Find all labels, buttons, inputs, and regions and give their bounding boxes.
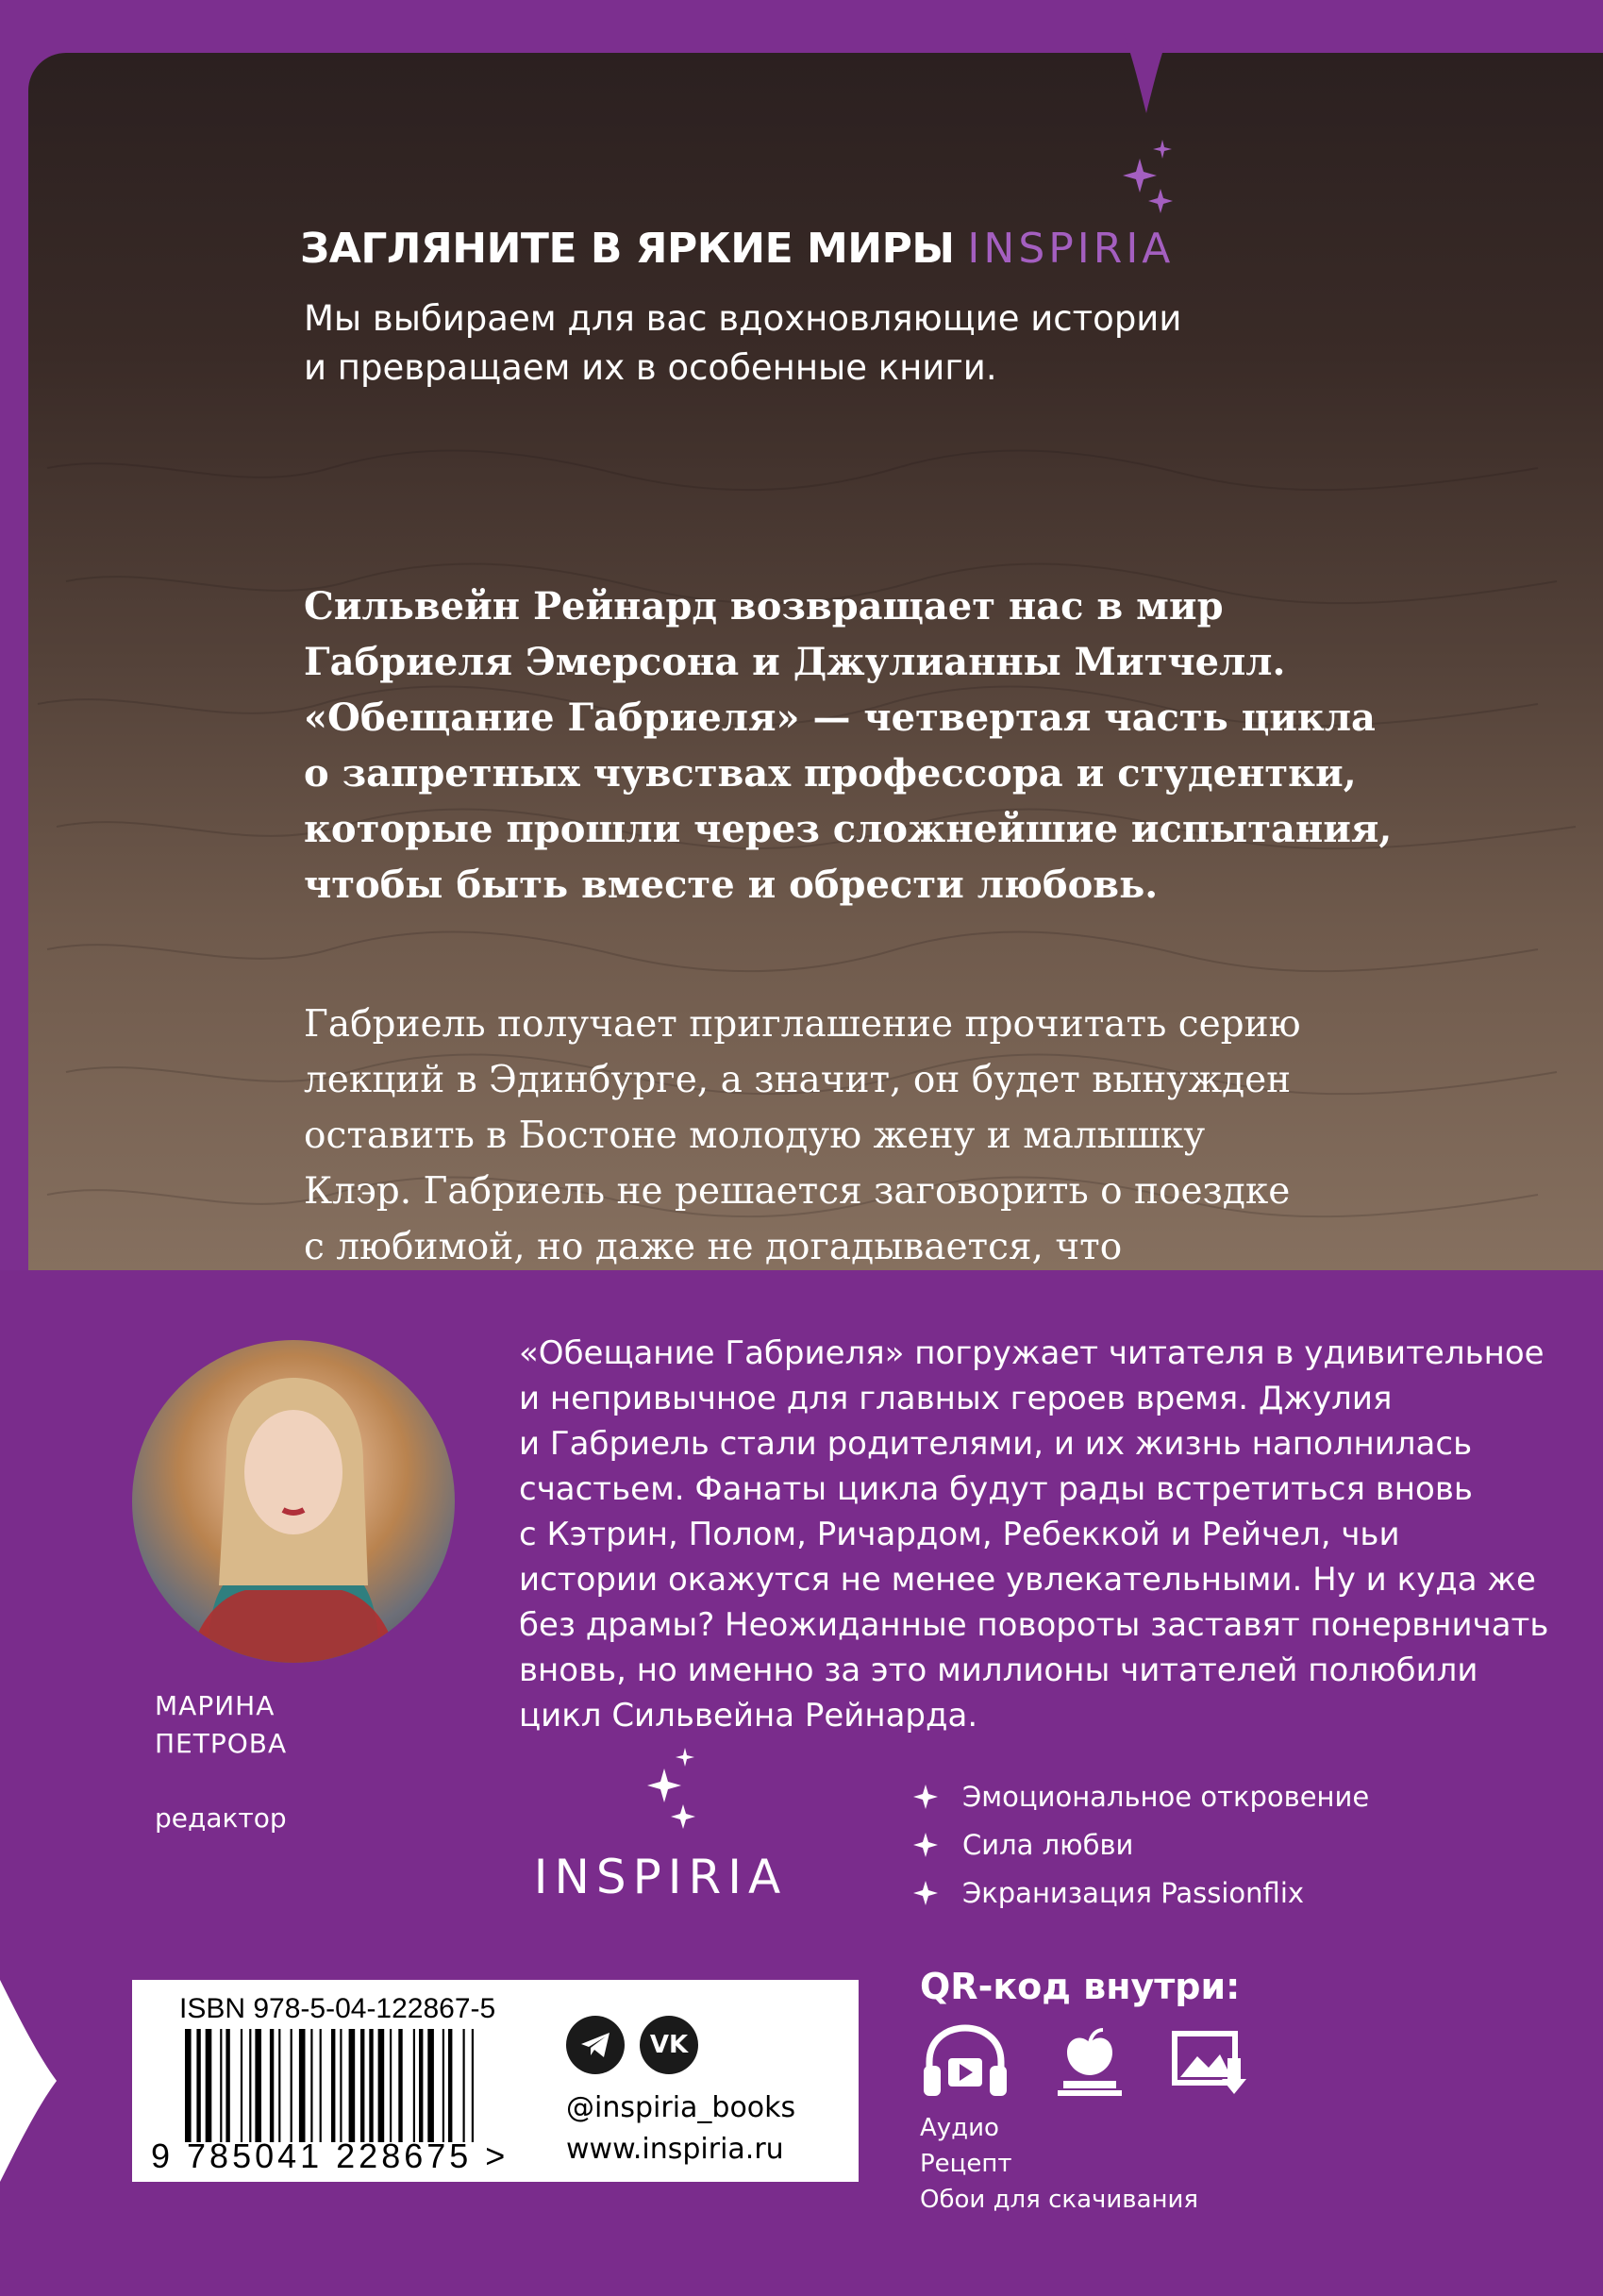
- isbn-block: [132, 1980, 859, 2182]
- recipe-apple-icon: [1044, 2024, 1135, 2100]
- feature-item: [913, 1772, 1369, 1820]
- editor-review: [519, 1331, 1576, 1738]
- barcode: [181, 2029, 559, 2142]
- synopsis-line: с любимой, но даже не догадывается, что: [304, 1226, 1123, 1268]
- logo-wordmark: INSPIRIA: [533, 1850, 788, 1904]
- top-notch: [1104, 0, 1189, 113]
- feature-item: [913, 1820, 1369, 1869]
- lead-line: чтобы быть вместе и обрести любовь.: [304, 863, 1159, 907]
- barcode-bar: [185, 2029, 192, 2142]
- synopsis-line: оставить в Бостоне молодую жену и малышку: [304, 1114, 1206, 1157]
- barcode-bar: [369, 2029, 373, 2142]
- barcode-bar: [331, 2029, 335, 2142]
- barcode-bar: [320, 2029, 322, 2142]
- vk-icon[interactable]: VK: [640, 2016, 698, 2074]
- editor-name: [155, 1687, 287, 1763]
- editor-photo: [132, 1340, 455, 1663]
- barcode-bar: [419, 2029, 423, 2142]
- star-icon: [913, 1833, 938, 1857]
- tagline-line: и превращаем их в особенные книги.: [304, 347, 997, 388]
- barcode-bar: [390, 2029, 392, 2142]
- social-handle[interactable]: @inspiria_books: [566, 2091, 796, 2124]
- star-icon: [913, 1881, 938, 1905]
- website-link[interactable]: www.inspiria.ru: [566, 2133, 784, 2166]
- social-icons: [566, 2016, 698, 2074]
- barcode-bar: [427, 2029, 434, 2142]
- headline-brand: INSPIRIA: [967, 225, 1175, 273]
- review-line: без драмы? Неожиданные повороты заставят понервничать: [519, 1606, 1549, 1644]
- headline-text: ЗАГЛЯНИТЕ В ЯРКИЕ МИРЫ: [300, 225, 955, 273]
- sparkle-icon: [642, 1746, 698, 1833]
- editor-role: редактор: [155, 1802, 287, 1834]
- synopsis-line: Габриель получает приглашение прочитать серию: [304, 1003, 1301, 1046]
- barcode-bar: [291, 2029, 292, 2142]
- barcode-bar: [225, 2029, 229, 2142]
- star-icon: [913, 1785, 938, 1809]
- lead-paragraph: [304, 578, 1436, 913]
- review-line: цикл Сильвейна Рейнарда.: [519, 1697, 978, 1735]
- barcode-digits: 9 785041 228675 >: [151, 2137, 509, 2175]
- qr-item-recipe: Рецепт: [920, 2150, 1012, 2178]
- review-line: и Габриель стали родителями, и их жизнь наполнилась: [519, 1425, 1473, 1463]
- review-line: вновь, но именно за это миллионы читателей полюбили: [519, 1651, 1478, 1689]
- feature-item: [913, 1869, 1369, 1917]
- feature-label: Экранизация Passionflix: [962, 1876, 1305, 1909]
- tagline: [304, 294, 1342, 393]
- synopsis-line: лекций в Эдинбурге, а значит, он будет вынужден: [304, 1059, 1292, 1101]
- review-line: с Кэтрин, Полом, Ричардом, Ребеккой и Рейчел, чьи: [519, 1516, 1400, 1553]
- barcode-bar: [463, 2029, 465, 2142]
- synopsis-paragraph: [304, 997, 1436, 1275]
- review-line: истории окажутся не менее увлекательными. Ну и куда же: [519, 1561, 1536, 1599]
- qr-icons: [920, 2024, 1260, 2100]
- feature-label: Эмоциональное откровение: [962, 1780, 1370, 1813]
- barcode-bar: [349, 2029, 356, 2142]
- barcode-bar: [398, 2029, 402, 2142]
- headline: [300, 225, 1174, 273]
- editor-first-name: МАРИНА: [155, 1690, 276, 1721]
- barcode-bar: [360, 2029, 364, 2142]
- synopsis-line: Клэр. Габриель не решается заговорить о поездке: [304, 1170, 1291, 1213]
- barcode-bar: [340, 2029, 342, 2142]
- qr-title: QR-код внутри:: [920, 1966, 1241, 2007]
- review-line: «Обещание Габриеля» погружает читателя в удивительное: [519, 1334, 1545, 1372]
- side-notch: [0, 1980, 57, 2182]
- barcode-bar: [196, 2029, 200, 2142]
- barcode-bar: [442, 2029, 444, 2142]
- lead-line: «Обещание Габриеля» — четвертая часть цикла: [304, 696, 1376, 740]
- review-line: счастьем. Фанаты цикла будут рады встретиться вновь: [519, 1470, 1473, 1508]
- barcode-bar: [413, 2029, 415, 2142]
- tagline-line: Мы выбираем для вас вдохновляющие истории: [304, 298, 1182, 339]
- barcode-bar: [255, 2029, 261, 2142]
- lead-line: Сильвейн Рейнард возвращает нас в мир: [304, 584, 1224, 628]
- barcode-bar: [241, 2029, 242, 2142]
- qr-item-wallpaper: Обои для скачивания: [920, 2186, 1199, 2214]
- barcode-bar: [310, 2029, 312, 2142]
- review-line: и непривычное для главных героев время. Джулия: [519, 1380, 1393, 1417]
- barcode-bar: [206, 2029, 212, 2142]
- barcode-bar: [472, 2029, 474, 2142]
- lead-line: о запретных чувствах профессора и студентки,: [304, 751, 1357, 796]
- lead-line: Габриеля Эмерсона и Джулианны Митчелл.: [304, 640, 1286, 684]
- barcode-bar: [220, 2029, 222, 2142]
- barcode-bar: [249, 2029, 251, 2142]
- qr-item-audio: Аудио: [920, 2114, 999, 2142]
- telegram-icon[interactable]: [566, 2016, 625, 2074]
- sparkle-icon: [1113, 140, 1179, 215]
- barcode-bar: [448, 2029, 452, 2142]
- lead-line: которые прошли через сложнейшие испытания,: [304, 807, 1393, 851]
- barcode-bar: [299, 2029, 306, 2142]
- qr-list: [920, 2110, 1198, 2218]
- barcode-bar: [278, 2029, 280, 2142]
- wallpaper-download-icon: [1169, 2024, 1260, 2100]
- feature-label: Сила любви: [962, 1828, 1134, 1861]
- barcode-bar: [378, 2029, 385, 2142]
- isbn-label: ISBN 978-5-04-122867-5: [179, 1993, 496, 2024]
- barcode-bar: [270, 2029, 274, 2142]
- editor-last-name: ПЕТРОВА: [155, 1728, 288, 1759]
- feature-list: [913, 1772, 1369, 1917]
- audio-headphones-icon: [920, 2024, 1010, 2100]
